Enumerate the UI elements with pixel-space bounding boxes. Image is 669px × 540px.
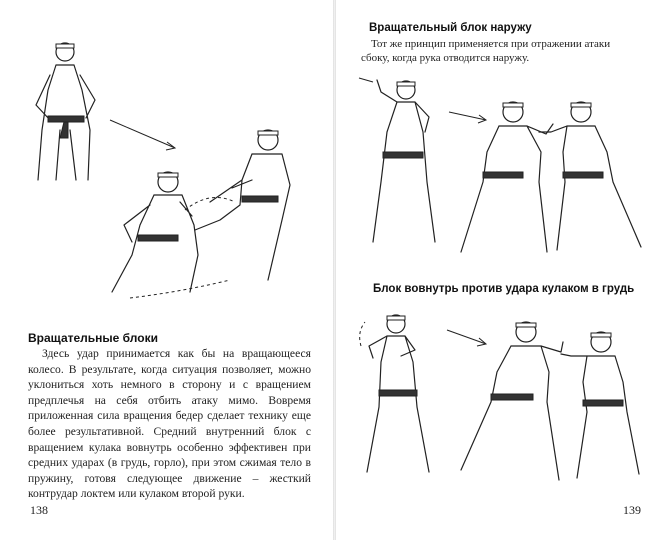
- figure-outward-stance: [359, 78, 435, 242]
- right-page: [336, 0, 669, 540]
- arrow-right: [110, 120, 175, 148]
- figure-inward-stance: [360, 315, 429, 472]
- figure-puncher: [539, 102, 641, 250]
- arrow-right: [447, 330, 486, 344]
- figure-inward-blocker: [461, 322, 563, 480]
- page-number-right: 139: [623, 503, 641, 517]
- section1-text: [361, 37, 631, 65]
- illustration-rotational-block-sequence: [20, 30, 320, 310]
- rotation-path-bottom: [130, 280, 230, 298]
- figure-standing-fighter: [36, 43, 95, 180]
- figure-attacker-kick: [195, 130, 290, 280]
- body-paragraph: Здесь удар принимается как бы на вращающееся колесо. В результате, когда ситуация позволяет, можно уклониться хоть немного в сторону и с вращением предплечья на себя отбить атаку мимо. Вовремя приложенная сила вращения бедер сделает технику еще более результативной. Средний внутренний блок с вращением кулака вовнутрь особенно эффективен при средних ударах (в грудь, горло), при этом сжимая тело в пружину, готовя следующее движение – жесткий контрудар локтем или кулаком второй руки.: [28, 347, 311, 501]
- section1-heading: Вращательный блок наружу: [369, 22, 532, 34]
- figure-chest-puncher: [561, 332, 639, 478]
- figure-blocker: [461, 102, 553, 252]
- section-heading: Вращательные блоки: [28, 331, 158, 345]
- figure-defender: [112, 172, 198, 292]
- section2-heading: Блок вовнутрь против удара кулаком в грудь: [373, 283, 635, 295]
- illustration-outward-block: [351, 72, 651, 272]
- illustration-inward-block: [351, 302, 651, 492]
- rotation-path-top: [185, 198, 235, 211]
- page-number-left: 138: [30, 503, 48, 517]
- body-text: [28, 346, 311, 502]
- section1-paragraph: Тот же принцип применяется при отражении атаки сбоку, когда рука отводится наружу.: [361, 38, 611, 64]
- left-page: [0, 0, 334, 540]
